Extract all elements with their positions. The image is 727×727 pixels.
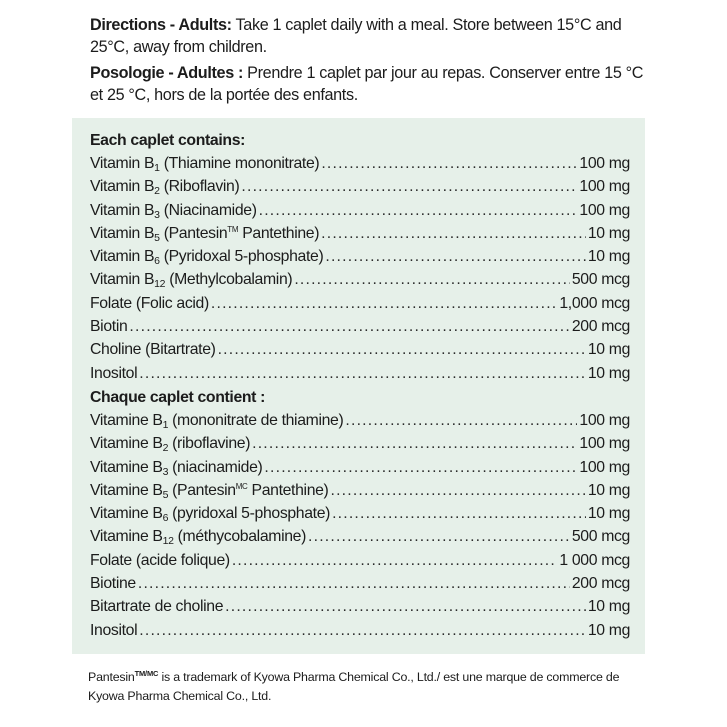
dot-leader (308, 525, 570, 548)
ingredient-amount: 100 mg (579, 155, 630, 172)
ingredient-row (90, 595, 630, 618)
ingredient-row (90, 222, 630, 245)
ingredient-row (90, 502, 630, 525)
ingredient-amount: 200 mcg (571, 575, 630, 593)
ingredient-name-text: Vitamine B (90, 458, 163, 476)
dot-leader (252, 432, 577, 455)
ingredients-list (90, 130, 630, 642)
ingredient-row (90, 432, 630, 455)
ingredient-name (90, 315, 127, 338)
ingredient-amount: 10 mg (587, 364, 630, 382)
ingredient-name (90, 432, 250, 455)
ingredient-name-text: Vitamine B (90, 481, 163, 499)
vitamin-subscript: 3 (154, 208, 160, 221)
ingredient-form-text-end: Pantethine) (238, 224, 320, 242)
ingredient-name-text: Vitamin B (90, 271, 155, 289)
ingredient-amount: 100 mg (579, 435, 630, 453)
dot-leader (321, 222, 586, 245)
ingredient-row (90, 292, 630, 315)
ingredient-amount: 500 mcg (571, 528, 630, 546)
ingredient-name-text: Vitamin B (90, 178, 155, 196)
ingredient-amount: 10 mg (587, 248, 630, 266)
ingredient-amount: 100 mg (579, 201, 630, 219)
ingredient-name (90, 245, 323, 268)
vitamin-subscript: 6 (154, 255, 160, 268)
vitamin-subscript: 5 (162, 488, 169, 501)
directions-french-label: Posologie - Adultes : (90, 64, 244, 82)
ingredient-name (90, 338, 216, 361)
directions-block (90, 15, 650, 111)
ingredient-name-text: Vitamin B (90, 155, 155, 172)
ingredient-name-text: Vitamin B (90, 248, 155, 266)
ingredient-amount: 200 mcg (571, 318, 630, 336)
ingredient-form-text: (pyridoxal 5-phosphate) (168, 505, 331, 523)
vitamin-subscript: 2 (154, 185, 160, 198)
ingredient-amount: 100 mg (579, 458, 630, 476)
footnote-brand: Pantesin (88, 670, 135, 684)
directions-french-text: Prendre 1 caplet par jour au repas. Conserver entre 15 °C et 25 °C, hors de la portée des enfants. (90, 64, 644, 104)
ingredient-name-text: Biotine (90, 575, 136, 593)
ingredient-name (90, 362, 137, 385)
ingredient-name (90, 595, 223, 618)
directions-english-text: Take 1 caplet daily with a meal. Store between 15°C and 25°C, away from children. (90, 16, 622, 56)
ingredient-form-text: (niacinamide) (168, 458, 263, 476)
ingredient-name (90, 268, 292, 291)
ingredient-name (90, 619, 137, 642)
ingredient-name (90, 292, 209, 315)
dot-leader (321, 152, 577, 175)
ingredient-name-text: Folate (acide folique) (90, 551, 230, 569)
dot-leader (129, 315, 569, 338)
ingredient-row (90, 362, 630, 385)
ingredient-amount: 10 mg (587, 505, 630, 523)
ingredient-amount: 1 000 mcg (559, 551, 630, 569)
ingredient-form-text: (Pantesin (168, 481, 236, 499)
ingredient-form-text: (méthycobalamine) (173, 528, 307, 546)
ingredient-amount: 10 mg (587, 341, 630, 359)
ingredient-amount: 10 mg (587, 481, 630, 499)
ingredient-name (90, 525, 306, 548)
english-ingredient-rows (90, 152, 630, 385)
ingredient-name-text: Inositol (90, 364, 138, 382)
trademark-superscript: TM (227, 224, 239, 234)
footnote-text: is a trademark of Kyowa Pharma Chemical Co., Ltd./ est une marque de commerce de Kyowa Pharma Chemical Co., Ltd. (88, 670, 620, 703)
ingredient-row (90, 199, 630, 222)
ingredient-name (90, 572, 136, 595)
ingredient-row (90, 315, 630, 338)
ingredient-amount: 1,000 mcg (559, 294, 630, 312)
ingredient-row (90, 525, 630, 548)
ingredient-form-text: (Niacinamide) (159, 201, 257, 219)
ingredient-form-text: (Pantesin (159, 224, 228, 242)
trademark-footnote (88, 668, 648, 706)
directions-english-label: Directions - Adults: (90, 16, 232, 34)
ingredient-row (90, 619, 630, 642)
ingredient-name (90, 222, 319, 245)
ingredient-row (90, 268, 630, 291)
vitamin-subscript: 6 (162, 512, 169, 525)
ingredient-name-text: Vitamin B (90, 201, 155, 219)
dot-leader (218, 338, 586, 361)
ingredient-form-text: (Pyridoxal 5-phosphate) (159, 248, 324, 266)
ingredient-name (90, 175, 239, 198)
vitamin-subscript: 12 (162, 535, 174, 548)
vitamin-subscript: 3 (162, 465, 169, 478)
ingredient-row (90, 572, 630, 595)
ingredient-form-text: (Thiamine mononitrate) (159, 155, 320, 172)
directions-english (90, 15, 650, 58)
ingredient-form-text: (Riboflavin) (159, 178, 240, 196)
trademark-superscript: MC (235, 481, 248, 491)
ingredient-name (90, 479, 328, 502)
ingredient-name-text: Folate (Folic acid) (90, 294, 209, 312)
ingredient-row (90, 338, 630, 361)
ingredient-name-text: Choline (Bitartrate) (90, 341, 216, 359)
ingredient-name-text: Biotin (90, 318, 128, 336)
dot-leader (138, 572, 570, 595)
ingredient-form-text-end: Pantethine) (247, 481, 329, 499)
vitamin-subscript: 1 (154, 162, 160, 174)
dot-leader (225, 595, 586, 618)
ingredient-name-text: Vitamine B (90, 435, 163, 453)
ingredient-form-text: (Methylcobalamin) (165, 271, 293, 289)
ingredient-amount: 100 mg (579, 411, 630, 429)
ingredient-name (90, 152, 319, 175)
ingredient-name-text: Vitamin B (90, 224, 155, 242)
ingredient-row (90, 456, 630, 479)
ingredient-amount: 100 mg (579, 178, 630, 196)
ingredient-amount: 10 mg (587, 621, 630, 639)
dot-leader (259, 199, 578, 222)
vitamin-subscript: 1 (162, 418, 169, 431)
dot-leader (139, 619, 586, 642)
dot-leader (294, 268, 570, 291)
ingredient-name-text: Vitamine B (90, 505, 163, 523)
dot-leader (241, 175, 577, 198)
dot-leader (330, 479, 585, 502)
ingredient-row (90, 152, 630, 175)
ingredient-name (90, 409, 343, 432)
ingredient-name (90, 456, 262, 479)
english-section-title: Each caplet contains: (90, 132, 246, 149)
ingredient-amount: 10 mg (587, 598, 630, 616)
ingredient-amount: 500 mcg (571, 271, 630, 289)
ingredient-name (90, 502, 330, 525)
ingredient-row (90, 409, 630, 432)
dot-leader (325, 245, 585, 268)
ingredient-name (90, 549, 230, 572)
dot-leader (332, 502, 586, 525)
ingredient-name (90, 199, 257, 222)
french-ingredient-rows (90, 409, 630, 642)
ingredient-row (90, 549, 630, 572)
vitamin-subscript: 12 (154, 278, 166, 291)
directions-french (90, 63, 650, 106)
dot-leader (211, 292, 557, 315)
french-section-title: Chaque caplet contient : (90, 388, 266, 406)
ingredient-form-text: (mononitrate de thiamine) (168, 411, 344, 429)
ingredient-row (90, 245, 630, 268)
ingredient-row (90, 479, 630, 502)
footnote-trademark-mark: TM/MC (134, 669, 159, 678)
ingredient-form-text: (riboflavine) (168, 435, 251, 453)
dot-leader (345, 409, 577, 432)
dot-leader (232, 549, 558, 572)
vitamin-subscript: 5 (154, 231, 160, 244)
dot-leader (139, 362, 586, 385)
ingredient-name-text: Vitamine B (90, 411, 163, 429)
ingredient-name-text: Vitamine B (90, 528, 163, 546)
dot-leader (264, 456, 577, 479)
vitamin-subscript: 2 (162, 442, 169, 455)
ingredient-amount: 10 mg (587, 224, 630, 242)
ingredient-row (90, 175, 630, 198)
ingredient-name-text: Bitartrate de choline (90, 598, 224, 616)
ingredient-name-text: Inositol (90, 621, 138, 639)
